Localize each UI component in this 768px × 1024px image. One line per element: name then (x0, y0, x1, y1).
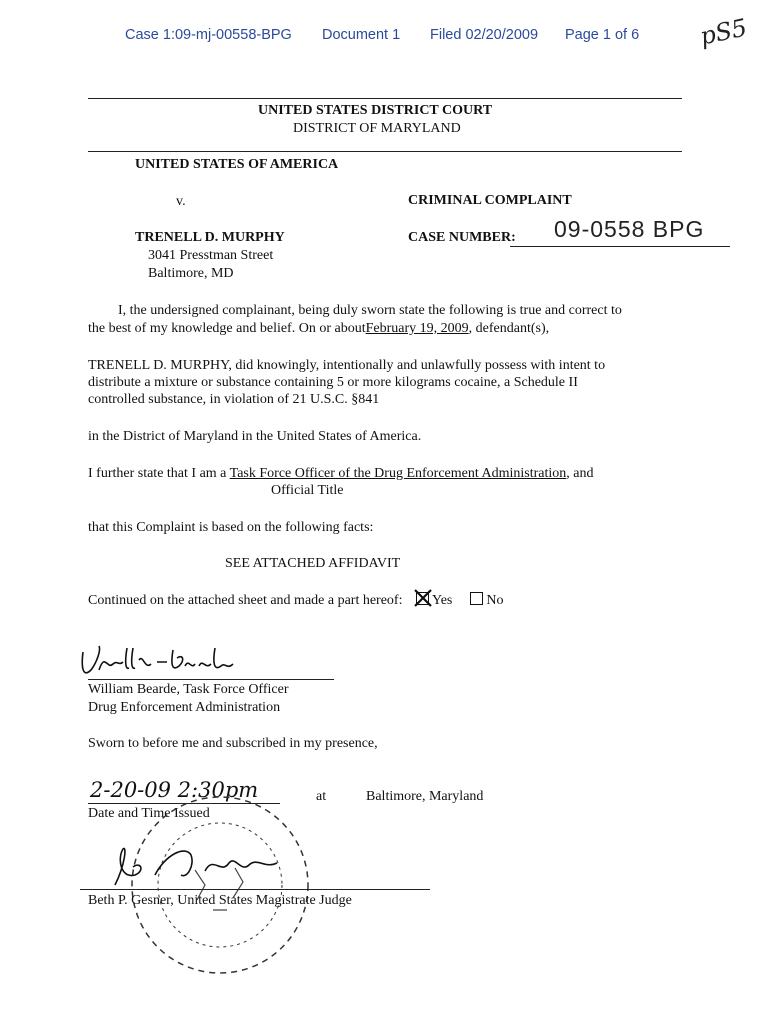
yes-checkbox[interactable] (416, 592, 429, 605)
officer-statement (88, 466, 593, 482)
no-checkbox[interactable] (470, 592, 483, 605)
charge-line-2: distribute a mixture or substance containing 5 or more kilograms cocaine, a Schedule II (88, 375, 578, 390)
paragraph-1-line-1: I, the undersigned complainant, being duly sworn state the following is true and correct to (118, 303, 622, 318)
header-filed: Filed 02/20/2009 (430, 27, 539, 43)
court-district: DISTRICT OF MARYLAND (293, 121, 461, 136)
date-label: Date and Time Issued (88, 806, 210, 821)
judge-signature-line (80, 889, 430, 890)
header-case: Case 1:09-mj-00558-BPG (125, 27, 292, 43)
case-number-line (510, 246, 730, 247)
district-line: in the District of Maryland in the United States of America. (88, 429, 422, 444)
doc-type: CRIMINAL COMPLAINT (408, 193, 572, 208)
complainant-name: William Bearde, Task Force Officer (88, 682, 289, 697)
checkmark-icon (412, 587, 434, 609)
handwritten-date: 2-20-09 2:30pm (90, 778, 259, 802)
p4-pre: I further state that I am a (88, 466, 230, 481)
continued-line (88, 592, 503, 609)
at-label: at (316, 789, 327, 804)
sworn-statement: Sworn to before me and subscribed in my presence, (88, 736, 378, 751)
continued-text: Continued on the attached sheet and made a part hereof: (88, 593, 403, 608)
case-number-stamp: 09-0558 BPG (554, 216, 705, 242)
officer-title: Task Force Officer of the Drug Enforcement Administration (229, 466, 567, 481)
p1-post: , defendant(s), (468, 321, 550, 336)
versus: v. (176, 194, 186, 209)
mid-rule (88, 151, 682, 152)
judge-name: Beth P. Gesner, United States Magistrate Judge (88, 893, 352, 908)
address-line-2: Baltimore, MD (148, 266, 234, 281)
header-document: Document 1 (322, 27, 401, 43)
address-line-1: 3041 Presstman Street (148, 248, 274, 263)
location: Baltimore, Maryland (366, 789, 484, 804)
charge-line-3: controlled substance, in violation of 21 U.S.C. §841 (88, 392, 380, 407)
complainant-signature (75, 640, 245, 684)
no-label: No (486, 593, 504, 608)
see-attached: SEE ATTACHED AFFIDAVIT (225, 556, 401, 571)
yes-label: Yes (431, 593, 453, 608)
plaintiff: UNITED STATES OF AMERICA (135, 157, 339, 172)
official-title-label: Official Title (271, 483, 344, 498)
offense-date: February 19, 2009 (365, 321, 469, 336)
case-number-label: CASE NUMBER: (408, 230, 516, 245)
p1-pre: the best of my knowledge and belief. On or about (88, 321, 366, 336)
judge-signature (95, 835, 315, 895)
paragraph-1-line-2 (88, 321, 549, 337)
top-rule (88, 98, 682, 99)
p4-post: , and (566, 466, 594, 481)
margin-note: pS5 (697, 13, 750, 51)
court-name: UNITED STATES DISTRICT COURT (258, 103, 493, 118)
complainant-signature-line (88, 679, 334, 680)
header-page: Page 1 of 6 (565, 27, 640, 43)
charge-line-1: TRENELL D. MURPHY, did knowingly, intentionally and unlawfully possess with intent to (88, 358, 606, 373)
facts-line: that this Complaint is based on the following facts: (88, 520, 374, 535)
defendant: TRENELL D. MURPHY (135, 230, 285, 245)
complainant-agency: Drug Enforcement Administration (88, 700, 281, 715)
